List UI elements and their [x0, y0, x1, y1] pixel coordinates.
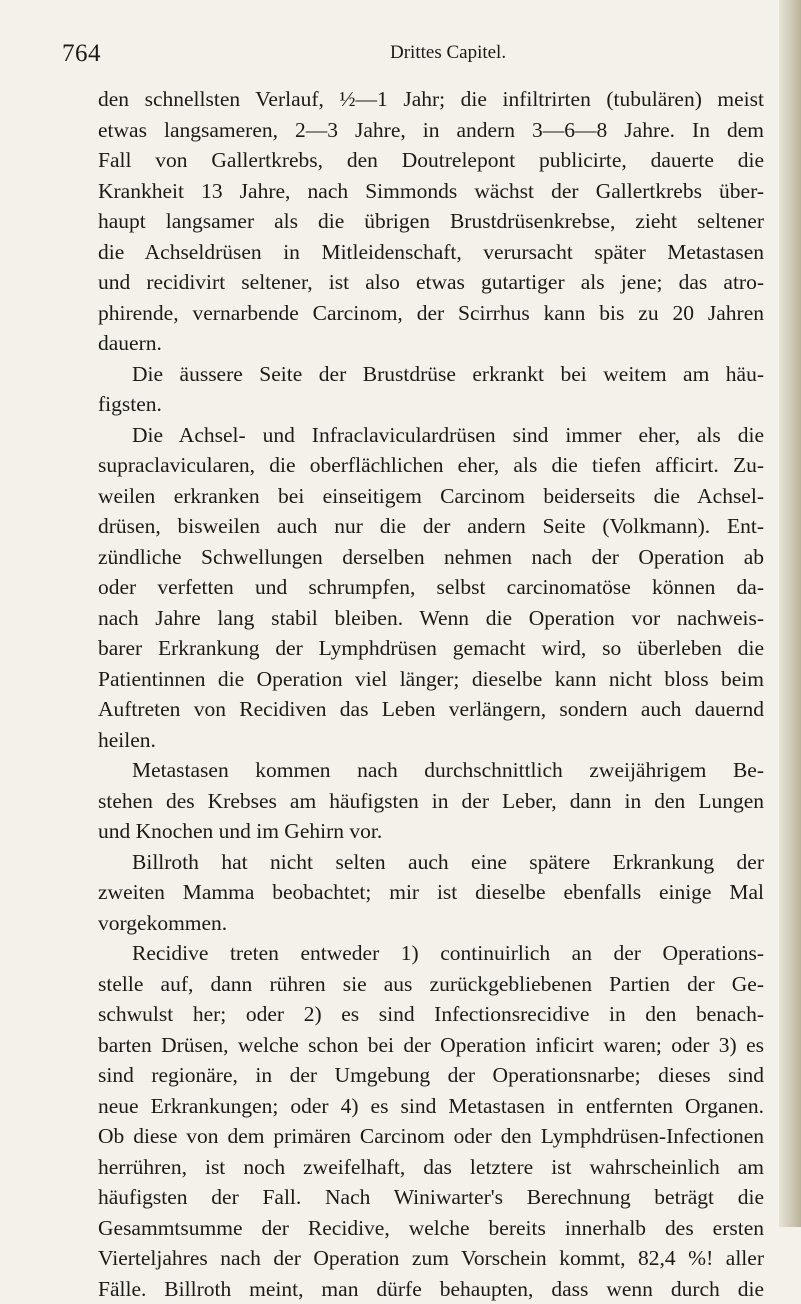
text-line: Patientinnen die Operation viel länger; dieselbe kann nicht bloss beim	[98, 664, 764, 695]
text-line: vorgekommen.	[98, 908, 764, 939]
text-line: phirende, vernarbende Carcinom, der Scirrhus kann bis zu 20 Jahren	[98, 298, 764, 329]
text-line: Fall von Gallertkrebs, den Doutrelepont publicirte, dauerte die	[98, 145, 764, 176]
text-line: Die Achsel- und Infraclaviculardrüsen sind immer eher, als die	[98, 420, 764, 451]
text-line: Auftreten von Recidiven das Leben verlängern, sondern auch dauernd	[98, 694, 764, 725]
text-line: und recidivirt seltener, ist also etwas gutartiger als jene; das atro-	[98, 267, 764, 298]
text-line: Billroth hat nicht selten auch eine spätere Erkrankung der	[98, 847, 764, 878]
text-line: Gesammtsumme der Recidive, welche bereits innerhalb des ersten	[98, 1213, 764, 1244]
text-line: stehen des Krebses am häufigsten in der Leber, dann in den Lungen	[98, 786, 764, 817]
text-line: Krankheit 13 Jahre, nach Simmonds wächst der Gallertkrebs über-	[98, 176, 764, 207]
page-header	[62, 40, 762, 70]
text-line: die Achseldrüsen in Mitleidenschaft, verursacht später Metastasen	[98, 237, 764, 268]
text-line: barten Drüsen, welche schon bei der Operation inficirt waren; oder 3) es	[98, 1030, 764, 1061]
text-line: heilen.	[98, 725, 764, 756]
text-line: herrühren, ist noch zweifelhaft, das letztere ist wahrscheinlich am	[98, 1152, 764, 1183]
text-line: Fälle. Billroth meint, man dürfe behaupten, dass wenn durch die	[98, 1274, 764, 1304]
text-line: Metastasen kommen nach durchschnittlich zweijährigem Be-	[98, 755, 764, 786]
text-line: etwas langsameren, 2—3 Jahre, in andern 3—6—8 Jahre. In dem	[98, 115, 764, 146]
text-line: figsten.	[98, 389, 764, 420]
text-line: neue Erkrankungen; oder 4) es sind Metastasen in entfernten Organen.	[98, 1091, 764, 1122]
text-line: häufigsten der Fall. Nach Winiwarter's Berechnung beträgt die	[98, 1182, 764, 1213]
body-text	[98, 84, 764, 1304]
text-line: zweiten Mamma beobachtet; mir ist dieselbe ebenfalls einige Mal	[98, 877, 764, 908]
text-line: schwulst her; oder 2) es sind Infectionsrecidive in den benach-	[98, 999, 764, 1030]
page-edge-shadow	[779, 0, 801, 1227]
text-line: Die äussere Seite der Brustdrüse erkrankt bei weitem am häu-	[98, 359, 764, 390]
text-line: Ob diese von dem primären Carcinom oder den Lymphdrüsen-Infectionen	[98, 1121, 764, 1152]
text-line: und Knochen und im Gehirn vor.	[98, 816, 764, 847]
text-line: oder verfetten und schrumpfen, selbst carcinomatöse können da-	[98, 572, 764, 603]
text-line: drüsen, bisweilen auch nur die der andern Seite (Volkmann). Ent-	[98, 511, 764, 542]
text-line: weilen erkranken bei einseitigem Carcinom beiderseits die Achsel-	[98, 481, 764, 512]
text-line: supraclavicularen, die oberflächlichen eher, als die tiefen afficirt. Zu-	[98, 450, 764, 481]
text-line: Recidive treten entweder 1) continuirlich an der Operations-	[98, 938, 764, 969]
text-line: Vierteljahres nach der Operation zum Vorschein kommt, 82,4 %! aller	[98, 1243, 764, 1274]
text-line: haupt langsamer als die übrigen Brustdrüsenkrebse, zieht seltener	[98, 206, 764, 237]
running-head: Drittes Capitel.	[390, 42, 506, 64]
page-number: 764	[62, 40, 101, 68]
text-line: barer Erkrankung der Lymphdrüsen gemacht wird, so überleben die	[98, 633, 764, 664]
text-line: nach Jahre lang stabil bleiben. Wenn die Operation vor nachweis-	[98, 603, 764, 634]
text-line: zündliche Schwellungen derselben nehmen nach der Operation ab	[98, 542, 764, 573]
text-line: den schnellsten Verlauf, ½—1 Jahr; die infiltrirten (tubulären) meist	[98, 84, 764, 115]
text-line: sind regionäre, in der Umgebung der Operationsnarbe; dieses sind	[98, 1060, 764, 1091]
text-line: stelle auf, dann rühren sie aus zurückgebliebenen Partien der Ge-	[98, 969, 764, 1000]
text-line: dauern.	[98, 328, 764, 359]
